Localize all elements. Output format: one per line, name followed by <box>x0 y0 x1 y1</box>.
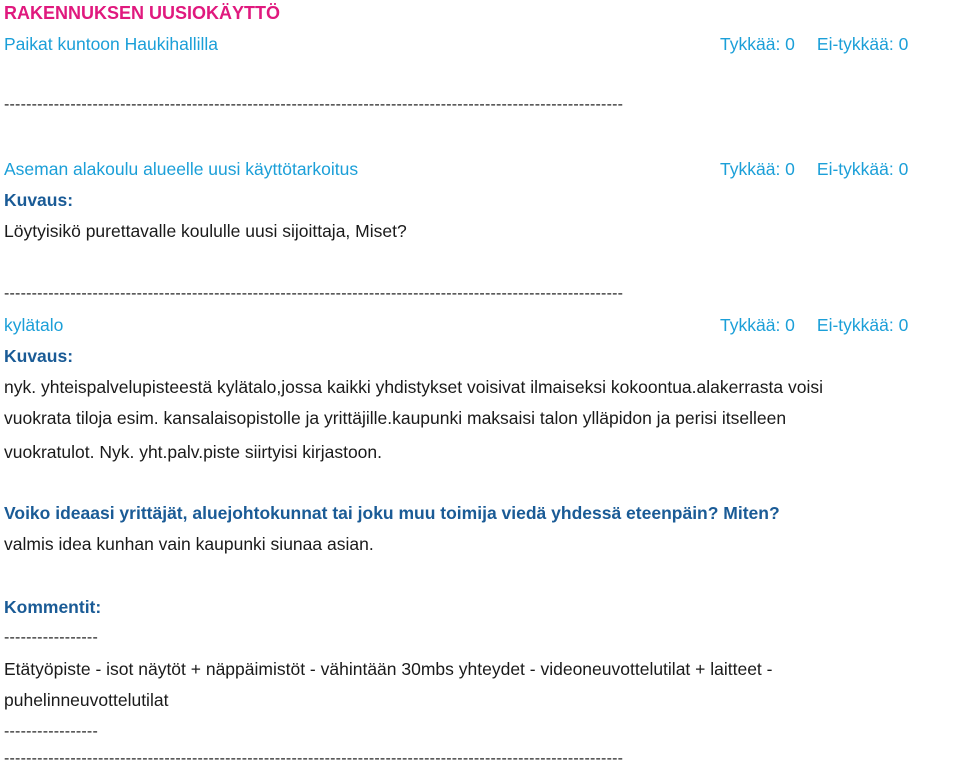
description-text: Löytyisikö purettavalle koululle uusi sijoittaja, Miset? <box>4 221 407 241</box>
answer-text: valmis idea kunhan vain kaupunki siunaa asian. <box>4 534 374 554</box>
comment-divider: ----------------- <box>4 629 98 646</box>
comment-line: Etätyöpiste - isot näytöt + näppäimistöt - vähintään 30mbs yhteydet - videoneuvottelutilat + laitteet - <box>4 659 773 679</box>
idea-title-3: kylätalo <box>4 315 64 335</box>
idea-title-2: Aseman alakoulu alueelle uusi käyttötarkoitus <box>4 159 359 179</box>
description-label: Kuvaus: <box>4 346 74 366</box>
description-line: vuokratulot. Nyk. yht.palv.piste siirtyisi kirjastoon. <box>4 442 383 462</box>
idea-votes-1 <box>720 33 908 55</box>
idea-votes-3 <box>720 314 908 336</box>
description-label: Kuvaus: <box>4 190 74 210</box>
idea-title-1: Paikat kuntoon Haukihallilla <box>4 34 219 54</box>
comments-label: Kommentit: <box>4 597 102 617</box>
idea-votes-2 <box>720 158 908 180</box>
description-line: nyk. yhteispalvelupisteestä kylätalo,jossa kaikki yhdistykset voisivat ilmaiseksi kokoontua.alakerrasta voisi <box>4 377 823 397</box>
comment-divider: ----------------- <box>4 723 98 740</box>
like-count: Tykkää: 0 <box>720 34 795 54</box>
category-heading: RAKENNUKSEN UUSIOKÄYTTÖ <box>4 3 281 23</box>
like-count: Tykkää: 0 <box>720 159 795 179</box>
like-count: Tykkää: 0 <box>720 315 795 335</box>
comment-line: puhelinneuvottelutilat <box>4 690 169 710</box>
description-line: vuokrata tiloja esim. kansalaisopistolle ja yrittäjille.kaupunki maksaisi talon ylläpidon ja perisi itselleen <box>4 408 787 428</box>
question-text: Voiko ideaasi yrittäjät, aluejohtokunnat tai joku muu toimija viedä yhdessä eteenpäin? Miten? <box>4 503 780 523</box>
divider: ---------------------------------------------------------------------------------------------------------------- <box>4 285 624 302</box>
dislike-count: Ei-tykkää: 0 <box>816 159 909 179</box>
dislike-count: Ei-tykkää: 0 <box>816 315 909 335</box>
divider: ---------------------------------------------------------------------------------------------------------------- <box>4 96 624 113</box>
divider: ---------------------------------------------------------------------------------------------------------------- <box>4 750 624 767</box>
dislike-count: Ei-tykkää: 0 <box>816 34 909 54</box>
